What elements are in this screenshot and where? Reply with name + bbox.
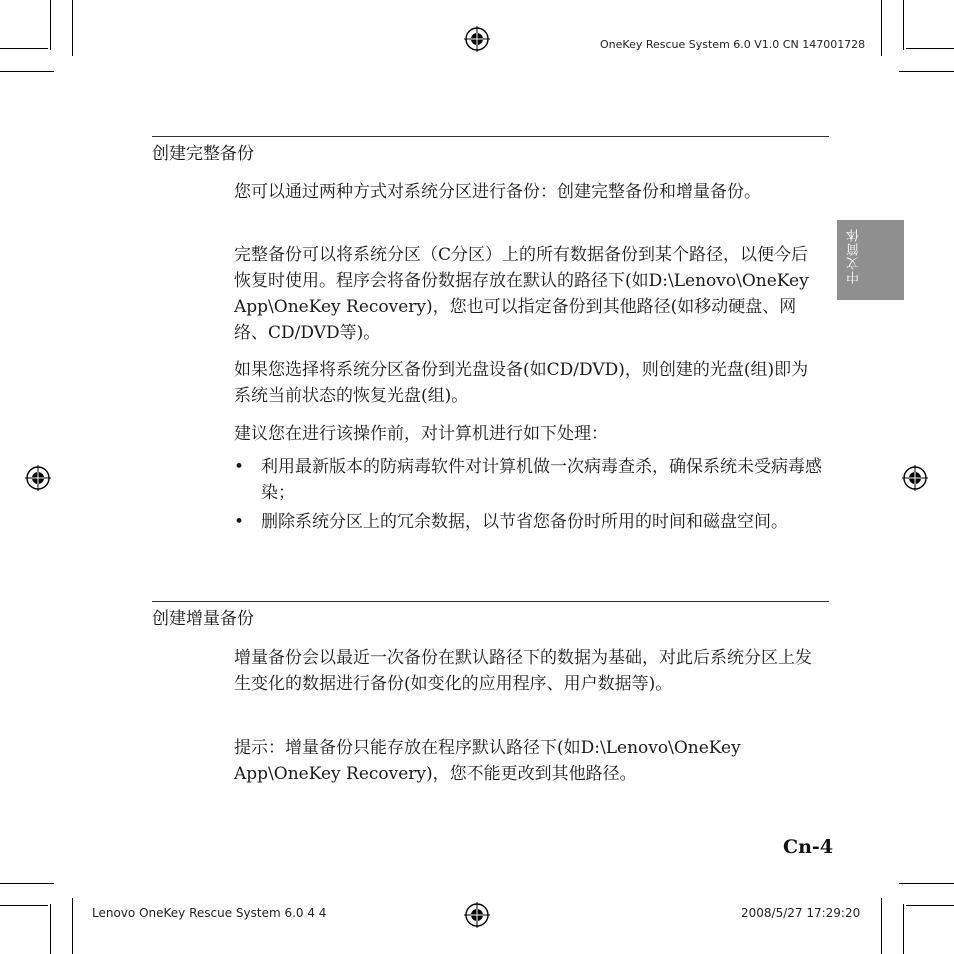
language-tab-label: 中文简体 [847, 228, 862, 284]
crop-mark [72, 0, 73, 56]
crop-mark [903, 0, 904, 50]
crop-mark [0, 883, 54, 884]
list-item [234, 454, 830, 506]
registration-mark-icon [464, 902, 490, 928]
crop-mark [899, 71, 954, 72]
paragraph: 建议您在进行该操作前，对计算机进行如下处理： [234, 424, 608, 444]
registration-mark-icon [25, 465, 51, 491]
section-rule [152, 136, 829, 137]
crop-mark [881, 898, 882, 954]
language-tab [837, 220, 904, 300]
crop-mark [906, 905, 954, 906]
crop-mark [0, 905, 48, 906]
crop-mark [50, 904, 51, 954]
crop-mark [903, 904, 904, 954]
crop-mark [72, 898, 73, 954]
crop-mark [881, 0, 882, 56]
section-title-incremental-backup: 创建增量备份 [152, 609, 254, 629]
section-rule [152, 601, 829, 602]
crop-mark [906, 48, 954, 49]
list-item [234, 509, 830, 535]
paragraph: 如果您选择将系统分区备份到光盘设备(如CD/DVD)，则创建的光盘(组)即为系统当前状态的恢复光盘(组)。 [234, 360, 809, 406]
header-product-code: OneKey Rescue System 6.0 V1.0 CN 147001728 [600, 38, 866, 51]
paragraph: 增量备份会以最近一次备份在默认路径下的数据为基础，对此后系统分区上发生变化的数据进行备份(如变化的应用程序、用户数据等)。 [234, 648, 812, 694]
registration-mark-icon [464, 26, 490, 52]
list-item-text: 利用最新版本的防病毒软件对计算机做一次病毒查杀，确保系统未受病毒感染； [261, 457, 822, 503]
paragraph: 提示：增量备份只能存放在程序默认路径下(如D:\Lenovo\OneKey App\OneKey Recovery)，您不能更改到其他路径。 [234, 738, 741, 784]
bullet-icon: • [234, 512, 245, 532]
list-item-text: 删除系统分区上的冗余数据，以节省您备份时所用的时间和磁盘空间。 [261, 512, 788, 532]
footer-file-info: Lenovo OneKey Rescue System 6.0 4 4 [92, 906, 327, 920]
paragraph: 您可以通过两种方式对系统分区进行备份：创建完整备份和增量备份。 [234, 182, 761, 202]
crop-mark [899, 883, 954, 884]
registration-mark-icon [902, 465, 928, 491]
page-number: Cn-4 [783, 836, 834, 858]
crop-mark [50, 0, 51, 50]
crop-mark [0, 48, 48, 49]
bullet-icon: • [234, 457, 245, 477]
paragraph: 完整备份可以将系统分区（C分区）上的所有数据备份到某个路径，以便今后恢复时使用。程序会将备份数据存放在默认的路径下(如D:\Lenovo\OneKey App\OneKey Recovery)，您也可以指定备份到其他路径(如移动硬盘、网络、CD/DVD等)。 [234, 245, 809, 343]
footer-timestamp: 2008/5/27 17:29:20 [741, 906, 861, 920]
section-title-full-backup: 创建完整备份 [152, 144, 254, 164]
crop-mark [0, 71, 54, 72]
